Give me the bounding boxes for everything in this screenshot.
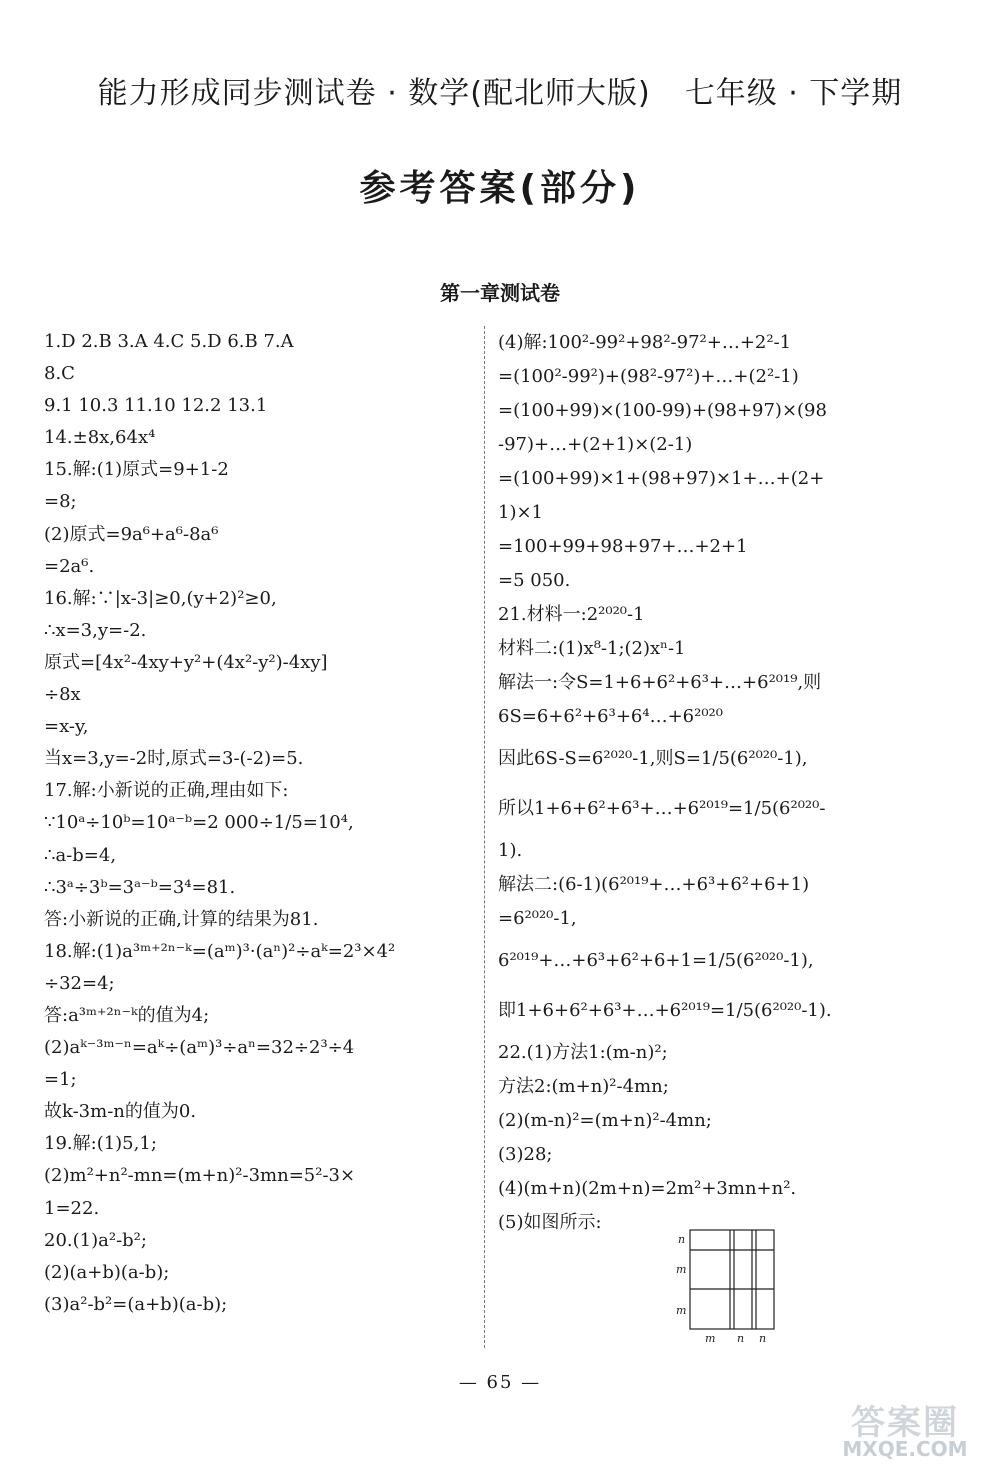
answer-line: ∴3ᵃ÷3ᵇ=3ᵃ⁻ᵇ=3⁴=81. [44, 876, 236, 898]
answer-line: 答:a³ᵐ⁺²ⁿ⁻ᵏ的值为4; [44, 1004, 210, 1026]
answer-line: (3)28; [498, 1144, 553, 1165]
answer-line: 1.D 2.B 3.A 4.C 5.D 6.B 7.A [44, 331, 294, 352]
answer-line: ∴x=3,y=-2. [44, 619, 147, 641]
page-number: — 65 — [458, 1372, 542, 1393]
fig-left-label: m [676, 1304, 687, 1317]
answer-line: 20.(1)a²-b²; [44, 1229, 147, 1251]
grade-label: 七年级 · 下学期 [684, 76, 903, 111]
answer-line: 1)×1 [498, 502, 544, 523]
answer-line: 因此6S-S=6²⁰²⁰-1,则S=1/5(6²⁰²⁰-1), [498, 748, 808, 769]
answer-line: 即1+6+6²+6³+…+6²⁰¹⁹=1/5(6²⁰²⁰-1). [498, 1000, 832, 1021]
page-title: 参考答案(部分) [359, 168, 641, 209]
answer-line: 15.解:(1)原式=9+1-2 [44, 459, 229, 481]
answer-line: =2a⁶. [44, 555, 95, 577]
answer-line: 故k-3m-n的值为0. [44, 1101, 197, 1123]
answer-line: 方法2:(m+n)²-4mn; [498, 1076, 669, 1097]
answer-line: 6S=6+6²+6³+6⁴…+6²⁰²⁰ [498, 706, 723, 727]
answer-line: =6²⁰²⁰-1, [498, 908, 577, 929]
answer-line: 所以1+6+6²+6³+…+6²⁰¹⁹=1/5(6²⁰²⁰- [498, 798, 826, 819]
answer-line: =8; [44, 491, 77, 513]
answer-line: 16.解:∵|x-3|≥0,(y+2)²≥0, [44, 587, 277, 609]
answer-line: 8.C [44, 363, 75, 385]
fig-bottom-label: n [737, 1332, 745, 1345]
answer-line: =5 050. [498, 570, 571, 591]
fig-bottom-label: m [705, 1332, 716, 1345]
answer-line: 9.1 10.3 11.10 12.2 13.1 [44, 395, 268, 417]
answer-line: 当x=3,y=-2时,原式=3-(-2)=5. [44, 748, 304, 770]
answer-line: 1=22. [44, 1197, 100, 1219]
answer-line: =(100+99)×(100-99)+(98+97)×(98 [498, 400, 827, 421]
answer-line: (2)aᵏ⁻³ᵐ⁻ⁿ=aᵏ÷(aᵐ)³÷aⁿ=32÷2³÷4 [44, 1037, 355, 1059]
answer-line: 19.解:(1)5,1; [44, 1133, 157, 1155]
answer-line: (2)(m-n)²=(m+n)²-4mn; [498, 1110, 712, 1131]
answer-line: 原式=[4x²-4xy+y²+(4x²-y²)-4xy] [44, 651, 328, 673]
chapter-heading: 第一章测试卷 [440, 281, 560, 305]
watermark-logo [820, 1395, 990, 1465]
answer-line: ∴a-b=4, [44, 844, 117, 866]
answer-line: ÷32=4; [44, 972, 115, 994]
left-answer-column [44, 326, 474, 1321]
watermark-logo-text: 答案圈 [851, 1403, 959, 1443]
answer-line: 18.解:(1)a³ᵐ⁺²ⁿ⁻ᵏ=(aᵐ)³·(aⁿ)²÷aᵏ=2³×4² [44, 940, 396, 962]
answer-line: =(100+99)×1+(98+97)×1+…+(2+ [498, 468, 825, 489]
answer-line: -97)+…+(2+1)×(2-1) [498, 434, 693, 455]
answer-line: =100+99+98+97+…+2+1 [498, 536, 748, 557]
answer-line: ÷8x [44, 684, 81, 706]
fig-left-label: n [678, 1233, 686, 1246]
answer-line: 1). [498, 840, 523, 861]
answer-line: 22.(1)方法1:(m-n)²; [498, 1042, 668, 1063]
answer-line: (2)(a+b)(a-b); [44, 1261, 170, 1283]
answer-line: ∵10ᵃ÷10ᵇ=10ᵃ⁻ᵇ=2 000÷1/5=10⁴, [44, 812, 354, 834]
answer-line: =1; [44, 1069, 77, 1091]
answer-line: 6²⁰¹⁹+…+6³+6²+6+1=1/5(6²⁰²⁰-1), [498, 950, 814, 971]
answer-line: 材料二:(1)x⁸-1;(2)xⁿ-1 [498, 638, 686, 659]
column-divider [484, 326, 485, 1348]
answer-line: =x-y, [44, 716, 89, 738]
fig-bottom-label: n [759, 1332, 767, 1345]
answer-line: =(100²-99²)+(98²-97²)+…+(2²-1) [498, 366, 799, 387]
answer-line: 解法一:令S=1+6+6²+6³+…+6²⁰¹⁹,则 [498, 672, 822, 693]
answer-line: (5)如图所示: [498, 1212, 602, 1233]
watermark-url: MXQE.COM [842, 1437, 968, 1461]
answer-line: 解法二:(6-1)(6²⁰¹⁹+…+6³+6²+6+1) [498, 874, 810, 895]
answer-line: (2)原式=9a⁶+a⁶-8a⁶ [44, 523, 219, 545]
answer-line: (3)a²-b²=(a+b)(a-b); [44, 1293, 228, 1315]
answer-line: 14.±8x,64x⁴ [44, 427, 156, 449]
answer-line: (4)解:100²-99²+98²-97²+…+2²-1 [498, 332, 792, 353]
book-header [0, 68, 1000, 112]
grid-figure [674, 1226, 784, 1346]
answer-line: 答:小新说的正确,计算的结果为81. [44, 908, 319, 930]
answer-line: (2)m²+n²-mn=(m+n)²-3mn=5²-3× [44, 1165, 356, 1187]
fig-left-label: m [676, 1263, 687, 1276]
answer-line: 17.解:小新说的正确,理由如下: [44, 780, 289, 802]
answer-line: 21.材料一:2²⁰²⁰-1 [498, 604, 645, 625]
book-title: 能力形成同步测试卷 · 数学(配北师大版) [97, 76, 651, 111]
right-answer-column [498, 326, 962, 1240]
answer-line: (4)(m+n)(2m+n)=2m²+3mn+n². [498, 1178, 797, 1199]
